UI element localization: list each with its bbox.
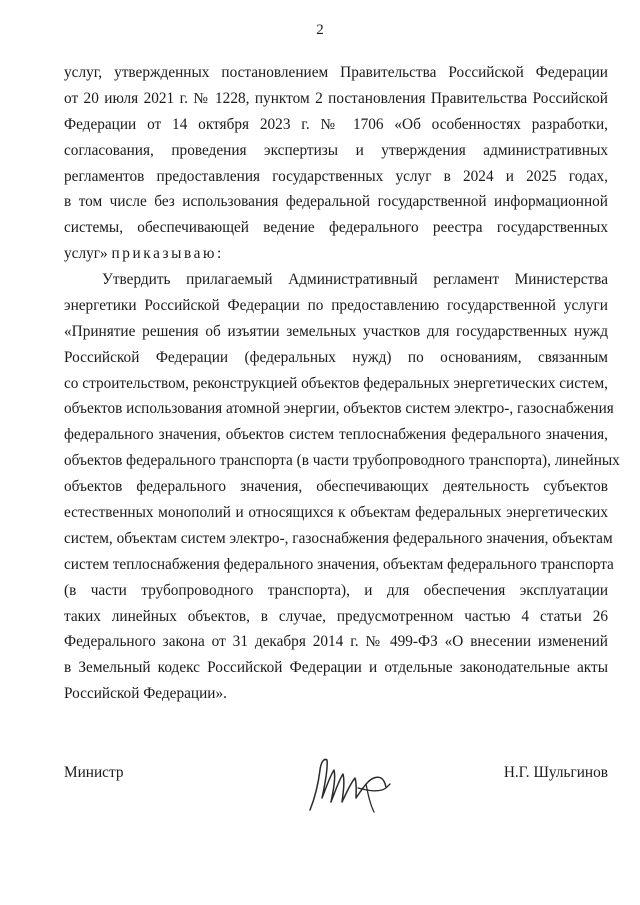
text-line-last: [64, 241, 608, 267]
text-line: Утвердить прилагаемый Административный регламент Министерства: [102, 271, 608, 288]
text-line: «Принятие решения об изъятии земельных участков для государственных нужд: [64, 322, 608, 340]
text-line: в Земельный кодекс Российской Федерации и отдельные законодательные акты: [64, 659, 608, 677]
text-line: энергетики Российской Федерации по предоставлению государственной услуги: [64, 296, 608, 314]
text-line: (в части трубопроводного транспорта), и для обеспечения эксплуатации: [64, 581, 608, 599]
text-line: систем, объектам систем электро-, газоснабжения федерального значения, объектам: [64, 529, 613, 547]
text-line: естественных монополий и относящихся к объектам федеральных энергетических: [64, 504, 608, 522]
page-number: 2: [316, 22, 324, 38]
text-line: со строительством, реконструкцией объектов федеральных энергетических систем,: [64, 374, 608, 392]
text-line: объектов федерального транспорта (в части трубопроводного транспорта), линейных: [64, 452, 620, 470]
signatory-name: Н.Г. Шульгинов: [503, 764, 608, 781]
order-paragraph: [64, 267, 620, 707]
text-line: систем теплоснабжения федерального значения, объектам федерального транспорта: [64, 555, 614, 573]
text-line: услуг, утвержденных постановлением Правительства Российской Федерации: [64, 64, 608, 81]
text-line-last: Российской Федерации».: [64, 685, 227, 703]
handwritten-signature: [300, 748, 400, 823]
text-line: таких линейных объектов, в случае, предусмотренном частью 4 статьи 26: [64, 607, 608, 625]
order-word: приказываю: [111, 245, 218, 263]
text-line: в том числе без использования федеральной государственной информационной: [64, 193, 608, 211]
text-fragment: услуг»: [64, 245, 112, 263]
text-line: объектов использования атомной энергии, объектов систем электро-, газоснабжения: [64, 400, 614, 418]
text-line: согласования, проведения экспертизы и утверждения административных: [64, 141, 608, 159]
text-line: от 20 июля 2021 г. № 1228, пунктом 2 постановления Правительства Российской: [64, 89, 608, 107]
text-line: федерального значения, объектов систем теплоснабжения федерального значения,: [64, 426, 608, 444]
text-line: системы, обеспечивающей ведение федерального реестра государственных: [64, 219, 608, 237]
text-line: Федерального закона от 31 декабря 2014 г. № 499-ФЗ «О внесении изменений: [64, 633, 608, 651]
intro-paragraph: [64, 60, 608, 267]
text-line: регламентов предоставления государственных услуг в 2024 и 2025 годах,: [64, 167, 608, 185]
text-line: объектов федерального значения, обеспечивающих деятельность субъектов: [64, 478, 608, 496]
text-line: Российской Федерации (федеральных нужд) по основаниям, связанным: [64, 348, 608, 366]
text-line: Федерации от 14 октября 2023 г. № 1706 «Об особенностях разработки,: [64, 115, 608, 133]
signatory-title: Министр: [64, 764, 124, 781]
text-fragment: :: [217, 245, 222, 263]
